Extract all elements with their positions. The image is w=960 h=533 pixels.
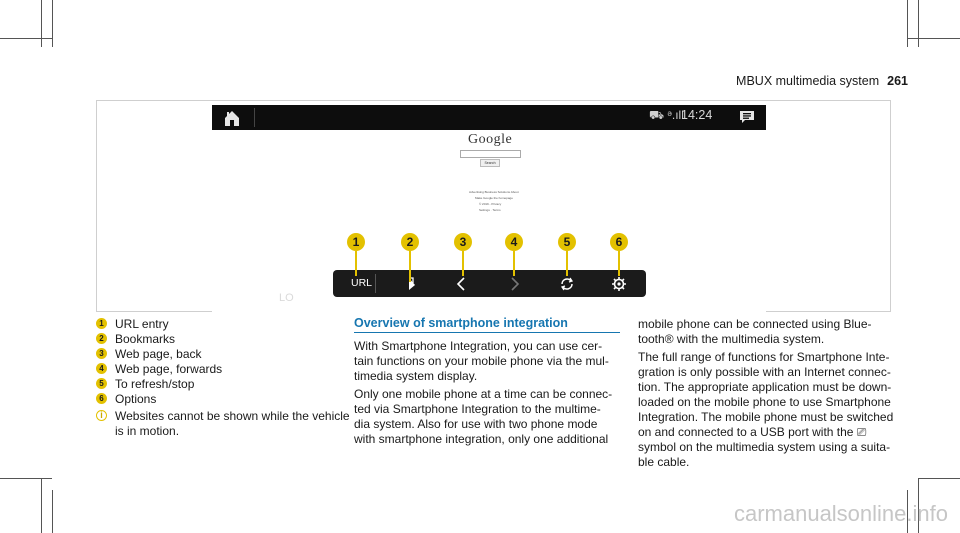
body-line: Integration. The mobile phone must be switched bbox=[638, 410, 894, 424]
google-search-button[interactable]: Search bbox=[480, 159, 500, 167]
google-link[interactable]: © 2019 - Privacy bbox=[479, 202, 502, 206]
legend-text: To refresh/stop bbox=[115, 377, 195, 391]
body-line: with smartphone integration, only one additional bbox=[354, 432, 609, 446]
legend-text: URL entry bbox=[115, 317, 169, 331]
callout-2: 2 bbox=[401, 233, 419, 251]
body-line: Only one mobile phone at a time can be connec- bbox=[354, 387, 613, 401]
section-rule bbox=[354, 332, 620, 333]
legend-text: Options bbox=[115, 392, 157, 406]
legend-badge: 6 bbox=[96, 393, 107, 404]
callout-3: 3 bbox=[454, 233, 472, 251]
crop-mark bbox=[52, 490, 53, 533]
body-line: timedia system display. bbox=[354, 369, 478, 383]
note-line: is in motion. bbox=[115, 424, 180, 438]
legend-badge: 2 bbox=[96, 333, 107, 344]
legend-badge: 1 bbox=[96, 318, 107, 329]
google-logo: Google bbox=[468, 132, 513, 147]
legend-badge: 4 bbox=[96, 363, 107, 374]
callout-6: 6 bbox=[610, 233, 628, 251]
divider bbox=[375, 274, 376, 293]
callout-leader bbox=[462, 251, 464, 276]
callout-leader bbox=[355, 251, 357, 276]
body-line: tion. The appropriate application must be down- bbox=[638, 380, 892, 394]
body-line: The full range of functions for Smartphone Inte- bbox=[638, 350, 890, 364]
callout-leader bbox=[513, 251, 515, 276]
body-line: on and connected to a USB port with the ⎚ bbox=[638, 425, 867, 439]
body-line: tooth® with the multimedia system. bbox=[638, 332, 825, 346]
crop-mark bbox=[0, 38, 52, 39]
bookmark-icon[interactable] bbox=[403, 275, 421, 293]
head-unit-screen bbox=[212, 105, 766, 313]
crop-mark bbox=[41, 478, 42, 533]
body-line: ted via Smartphone Integration to the multime- bbox=[354, 402, 601, 416]
legend-text: Web page, back bbox=[115, 347, 202, 361]
home-icon[interactable] bbox=[222, 109, 242, 127]
note-line: Websites cannot be shown while the vehicle bbox=[115, 409, 350, 423]
body-line: loaded on the mobile phone to use Smartphone bbox=[638, 395, 891, 409]
google-link[interactable]: Advertising Business Solutions About bbox=[469, 190, 519, 194]
watermark: carmanualsonline.info bbox=[733, 501, 948, 526]
body-line: dia system. Also for use with two phone mode bbox=[354, 417, 598, 431]
google-link[interactable]: Make Google the homepage bbox=[475, 196, 513, 200]
crop-mark bbox=[52, 0, 53, 47]
signal-icon: ⛟ ᵊ.ıll bbox=[649, 108, 684, 122]
legend-text: Bookmarks bbox=[115, 332, 176, 346]
callout-leader bbox=[566, 251, 568, 276]
body-line: gration is only possible with an Internet connec- bbox=[638, 365, 891, 379]
back-icon[interactable] bbox=[453, 275, 471, 293]
page-number: 261 bbox=[887, 74, 908, 88]
crop-mark bbox=[0, 478, 52, 479]
header-title: MBUX multimedia system bbox=[736, 74, 880, 88]
crop-mark bbox=[41, 0, 42, 47]
gear-icon[interactable] bbox=[610, 275, 628, 293]
crop-mark bbox=[907, 38, 960, 39]
refresh-icon[interactable] bbox=[558, 275, 576, 293]
url-button[interactable]: URL bbox=[351, 277, 373, 289]
crop-mark bbox=[918, 0, 919, 47]
callout-leader bbox=[618, 251, 620, 276]
google-link[interactable]: Settings · Terms bbox=[479, 208, 501, 212]
section-title: Overview of smartphone integration bbox=[354, 316, 568, 330]
body-line: symbol on the multimedia system using a suita- bbox=[638, 440, 891, 454]
callout-4: 4 bbox=[505, 233, 523, 251]
legend-badge: 5 bbox=[96, 378, 107, 389]
legend-text: Web page, forwards bbox=[115, 362, 223, 376]
callout-1: 1 bbox=[347, 233, 365, 251]
legend-badge: 3 bbox=[96, 348, 107, 359]
browser-toolbar bbox=[333, 270, 646, 297]
running-header bbox=[736, 74, 908, 88]
body-line: mobile phone can be connected using Blue- bbox=[638, 317, 872, 331]
message-icon[interactable] bbox=[739, 110, 755, 124]
lo-label: LO bbox=[279, 292, 294, 304]
forward-icon[interactable] bbox=[505, 275, 523, 293]
info-icon: i bbox=[96, 410, 107, 421]
body-line: ble cable. bbox=[638, 455, 690, 469]
crop-mark bbox=[907, 0, 908, 47]
callout-5: 5 bbox=[558, 233, 576, 251]
clock: 14:24 bbox=[681, 108, 713, 122]
google-search-input[interactable] bbox=[460, 150, 521, 158]
divider bbox=[254, 108, 255, 127]
status-bar bbox=[212, 105, 766, 130]
callout-leader bbox=[409, 251, 411, 282]
body-line: With Smartphone Integration, you can use cer- bbox=[354, 339, 603, 353]
crop-mark bbox=[918, 478, 960, 479]
body-line: tain functions on your mobile phone via the mul- bbox=[354, 354, 609, 368]
